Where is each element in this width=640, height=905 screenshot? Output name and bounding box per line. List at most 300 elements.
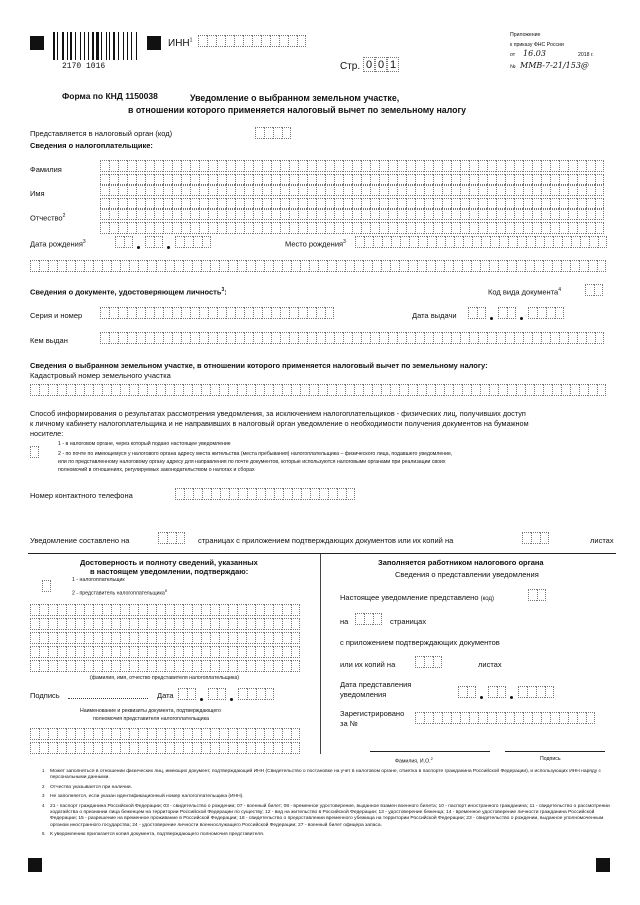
- input-cell: [273, 632, 282, 644]
- input-cell: [271, 307, 280, 319]
- input-cell: [388, 184, 397, 196]
- id-doc-code-field[interactable]: [585, 284, 603, 296]
- input-cell: [208, 208, 217, 220]
- input-cell: [433, 184, 442, 196]
- input-cell: [525, 260, 534, 272]
- input-cell: [426, 260, 435, 272]
- input-cell: [316, 222, 325, 234]
- input-cell: [343, 184, 352, 196]
- input-cell: [424, 160, 433, 172]
- input-cell: [598, 236, 607, 248]
- registration-mark-top-mid: [147, 36, 161, 50]
- input-cell: [207, 35, 216, 47]
- taxpayer-info-heading: Сведения о налогоплательщике:: [30, 141, 153, 150]
- input-cell: [507, 307, 516, 319]
- representative-fio-row-5[interactable]: [30, 660, 300, 672]
- input-cell: [469, 222, 478, 234]
- input-cell: [496, 332, 505, 344]
- representative-fio-row-1[interactable]: [30, 604, 300, 616]
- issued-by-field[interactable]: [100, 332, 604, 344]
- input-cell: [373, 236, 382, 248]
- input-cell: [261, 35, 270, 47]
- birth-place-label: Место рождения$^3$: [285, 239, 346, 249]
- sheets-label: листах: [590, 536, 614, 545]
- representative-doc-row-1[interactable]: [30, 728, 300, 740]
- input-cell: [280, 307, 289, 319]
- page-label: Стр.: [340, 61, 361, 72]
- input-cell: [48, 646, 57, 658]
- input-cell: [273, 728, 282, 740]
- pres-month[interactable]: [488, 686, 506, 698]
- input-cell: [453, 260, 462, 272]
- input-cell: [235, 307, 244, 319]
- issue-year[interactable]: [528, 307, 564, 319]
- tax-office-label: Представляется в налоговый орган (код): [30, 129, 173, 138]
- input-cell: [379, 160, 388, 172]
- input-cell: [265, 488, 274, 500]
- input-cell: [237, 646, 246, 658]
- input-cell: [379, 222, 388, 234]
- input-cell: [487, 332, 496, 344]
- officer-sheets-field[interactable]: [415, 656, 442, 668]
- input-cell: [84, 646, 93, 658]
- series-label: Серия и номер: [30, 311, 83, 320]
- input-cell: [156, 604, 165, 616]
- input-cell: [193, 488, 202, 500]
- officer-signature-caption: Подпись: [540, 756, 561, 762]
- input-cell: [433, 160, 442, 172]
- birth-day[interactable]: [115, 236, 133, 248]
- barcode-bar: [103, 32, 105, 60]
- input-cell: [546, 307, 555, 319]
- tax-office-code[interactable]: [255, 127, 291, 139]
- input-cell: [30, 728, 39, 740]
- input-cell: [531, 532, 540, 544]
- input-cell: [445, 236, 454, 248]
- pres-year[interactable]: [518, 686, 554, 698]
- input-cell: [255, 618, 264, 630]
- input-cell: [228, 384, 237, 396]
- input-cell: [568, 712, 577, 724]
- input-cell: [102, 646, 111, 658]
- input-cell: [244, 208, 253, 220]
- input-cell: [522, 532, 531, 544]
- input-cell: [264, 384, 273, 396]
- input-cell: [550, 332, 559, 344]
- input-cell: [178, 688, 187, 700]
- input-cell: [66, 742, 75, 754]
- input-cell: [289, 184, 298, 196]
- input-cell: [145, 236, 154, 248]
- input-cell: [220, 488, 229, 500]
- input-cell: [102, 632, 111, 644]
- input-cell: [246, 618, 255, 630]
- input-cell: [136, 184, 145, 196]
- input-cell: [226, 332, 235, 344]
- phone-label: Номер контактного телефона: [30, 491, 133, 500]
- input-cell: [435, 384, 444, 396]
- input-cell: [147, 646, 156, 658]
- input-cell: [458, 686, 467, 698]
- input-cell: [597, 384, 606, 396]
- input-cell: [201, 728, 210, 740]
- input-cell: [487, 712, 496, 724]
- input-cell: [487, 160, 496, 172]
- input-cell: [545, 686, 554, 698]
- representative-fio-row-4[interactable]: [30, 646, 300, 658]
- input-cell: [256, 488, 265, 500]
- input-cell: [289, 332, 298, 344]
- input-cell: [316, 208, 325, 220]
- input-cell: [154, 208, 163, 220]
- input-cell: [156, 618, 165, 630]
- input-cell: [181, 160, 190, 172]
- signature-label: Подпись: [30, 691, 60, 700]
- input-cell: [577, 222, 586, 234]
- input-cell: [201, 660, 210, 672]
- input-cell: [379, 184, 388, 196]
- footnote-5: 5 К уведомлению прилагается копия документа, подтверждающего полномочия представителя.: [42, 831, 265, 837]
- barcode-bar: [118, 32, 119, 60]
- input-cell: [424, 184, 433, 196]
- input-cell: [208, 307, 217, 319]
- input-cell: [370, 222, 379, 234]
- input-cell: [156, 384, 165, 396]
- sign-year[interactable]: [238, 688, 274, 700]
- input-cell: [201, 646, 210, 658]
- input-cell: [541, 222, 550, 234]
- input-cell: [136, 208, 145, 220]
- inn-field[interactable]: [198, 35, 306, 47]
- input-cell: [318, 260, 327, 272]
- input-cell: [237, 728, 246, 740]
- input-cell: [93, 260, 102, 272]
- input-cell: [192, 604, 201, 616]
- issued-by-label: Кем выдан: [30, 336, 68, 345]
- input-cell: [75, 660, 84, 672]
- input-cell: [57, 742, 66, 754]
- input-cell: [66, 384, 75, 396]
- input-cell: [424, 332, 433, 344]
- input-cell: [192, 384, 201, 396]
- input-cell: [345, 260, 354, 272]
- input-cell: [127, 208, 136, 220]
- input-cell: [118, 307, 127, 319]
- input-cell: [136, 160, 145, 172]
- input-cell: [289, 222, 298, 234]
- barcode-bar: [100, 32, 101, 60]
- date-presented-label-1: Дата представления: [340, 680, 412, 689]
- birth-year[interactable]: [175, 236, 211, 248]
- issue-day[interactable]: [468, 307, 486, 319]
- input-cell: [550, 222, 559, 234]
- input-cell: [118, 208, 127, 220]
- barcode-bar: [101, 32, 102, 60]
- input-cell: [93, 728, 102, 740]
- input-cell: [382, 236, 391, 248]
- input-cell: [127, 307, 136, 319]
- input-cell: [442, 222, 451, 234]
- input-cell: [364, 613, 373, 625]
- confirm-option-1: 1 - налогоплательщик: [72, 577, 125, 583]
- input-cell: [469, 208, 478, 220]
- inform-method-checkbox[interactable]: [30, 446, 39, 458]
- input-cell: [586, 160, 595, 172]
- input-cell: [496, 184, 505, 196]
- input-cell: [198, 35, 207, 47]
- input-cell: [39, 632, 48, 644]
- input-cell: [57, 632, 66, 644]
- input-cell: [319, 488, 328, 500]
- pres-day[interactable]: [458, 686, 476, 698]
- patronymic-field-row-1[interactable]: [100, 208, 604, 220]
- input-cell: [127, 184, 136, 196]
- confirm-role-checkbox[interactable]: [42, 580, 51, 592]
- input-cell: [136, 222, 145, 234]
- input-cell: [552, 384, 561, 396]
- input-cell: [219, 646, 228, 658]
- input-cell: [255, 260, 264, 272]
- input-cell: [588, 384, 597, 396]
- input-cell: [156, 728, 165, 740]
- tax-officer-heading: Заполняется работником налогового органа: [378, 558, 544, 567]
- input-cell: [109, 208, 118, 220]
- input-cell: [39, 728, 48, 740]
- appendix-year: 2018 г.: [578, 52, 594, 58]
- officer-signature-line: [505, 751, 605, 752]
- input-cell: [48, 742, 57, 754]
- input-cell: [280, 222, 289, 234]
- input-cell: [559, 332, 568, 344]
- input-cell: [57, 604, 66, 616]
- input-cell: [255, 604, 264, 616]
- input-cell: [390, 384, 399, 396]
- input-cell: [541, 208, 550, 220]
- input-cell: [243, 35, 252, 47]
- footnote-2: 2 Отчество указывается при наличии.: [42, 783, 133, 790]
- input-cell: [291, 618, 300, 630]
- input-cell: [363, 384, 372, 396]
- input-cell: [111, 742, 120, 754]
- form-code: Форма по КНД 1150038: [62, 91, 158, 101]
- input-cell: [252, 35, 261, 47]
- input-cell: [352, 208, 361, 220]
- input-cell: [370, 208, 379, 220]
- input-cell: [316, 184, 325, 196]
- barcode-bar: [92, 32, 94, 60]
- input-cell: [84, 260, 93, 272]
- input-cell: [433, 208, 442, 220]
- input-cell: [210, 660, 219, 672]
- input-cell: [273, 660, 282, 672]
- officer-pages-field[interactable]: [355, 613, 382, 625]
- input-cell: [100, 222, 109, 234]
- input-cell: [237, 660, 246, 672]
- barcode-bar: [77, 32, 79, 60]
- sign-month[interactable]: [208, 688, 226, 700]
- input-cell: [30, 604, 39, 616]
- input-cell: [138, 260, 147, 272]
- input-cell: [39, 618, 48, 630]
- input-cell: [579, 384, 588, 396]
- input-cell: [228, 660, 237, 672]
- input-cell: [174, 646, 183, 658]
- input-cell: [532, 184, 541, 196]
- input-cell: [550, 208, 559, 220]
- representative-fio-row-3[interactable]: [30, 632, 300, 644]
- input-cell: [514, 222, 523, 234]
- input-cell: [280, 184, 289, 196]
- input-cell: [174, 604, 183, 616]
- phone-field[interactable]: [175, 488, 355, 500]
- input-cell: [469, 712, 478, 724]
- barcode-bar: [116, 32, 117, 60]
- birth-date-label: Дата рождения$^3$: [30, 239, 86, 249]
- page-number-field[interactable]: [363, 57, 399, 72]
- name-field-row-1[interactable]: [100, 184, 604, 196]
- barcode-bar: [123, 32, 125, 60]
- input-cell: [415, 656, 424, 668]
- input-cell: [478, 160, 487, 172]
- input-cell: [66, 646, 75, 658]
- input-cell: [84, 632, 93, 644]
- input-cell: [147, 618, 156, 630]
- input-cell: [75, 604, 84, 616]
- input-cell: [370, 332, 379, 344]
- input-cell: [540, 532, 549, 544]
- input-cell: [109, 184, 118, 196]
- composed-pages-field[interactable]: [158, 532, 185, 544]
- input-cell: [468, 307, 477, 319]
- input-cell: [298, 222, 307, 234]
- input-cell: [282, 260, 291, 272]
- input-cell: [514, 208, 523, 220]
- input-cell: [460, 222, 469, 234]
- input-cell: [129, 618, 138, 630]
- with-docs-label: с приложением подтверждающих документов: [340, 638, 500, 647]
- patronymic-field-row-2[interactable]: [100, 222, 604, 234]
- input-cell: [201, 384, 210, 396]
- input-cell: [244, 307, 253, 319]
- page-digit: 0: [375, 57, 387, 72]
- input-cell: [84, 604, 93, 616]
- input-cell: [300, 384, 309, 396]
- input-cell: [498, 260, 507, 272]
- input-cell: [595, 208, 604, 220]
- input-cell: [544, 236, 553, 248]
- input-cell: [174, 384, 183, 396]
- surname-field-row-1[interactable]: [100, 160, 604, 172]
- input-cell: [253, 332, 262, 344]
- input-cell: [291, 728, 300, 740]
- input-cell: [184, 488, 193, 500]
- input-cell: [289, 307, 298, 319]
- input-cell: [66, 660, 75, 672]
- input-cell: [181, 208, 190, 220]
- input-cell: [199, 208, 208, 220]
- input-cell: [175, 236, 184, 248]
- input-cell: [219, 604, 228, 616]
- input-cell: [481, 236, 490, 248]
- representative-fio-row-2[interactable]: [30, 618, 300, 630]
- input-cell: [217, 307, 226, 319]
- sheets-count-field[interactable]: [522, 532, 549, 544]
- input-cell: [372, 260, 381, 272]
- input-cell: [388, 332, 397, 344]
- input-cell: [532, 222, 541, 234]
- input-cell: [163, 184, 172, 196]
- input-cell: [436, 236, 445, 248]
- input-cell: [181, 307, 190, 319]
- input-cell: [307, 222, 316, 234]
- inform-method-line-2: к личному кабинету налогоплательщика и не направивших в налоговый орган уведомление о необходимости получения документов на бумажном: [30, 419, 529, 428]
- input-cell: [48, 632, 57, 644]
- input-cell: [237, 632, 246, 644]
- input-cell: [442, 208, 451, 220]
- input-cell: [93, 660, 102, 672]
- input-cell: [48, 604, 57, 616]
- input-cell: [442, 332, 451, 344]
- issue-month[interactable]: [498, 307, 516, 319]
- input-cell: [228, 260, 237, 272]
- input-cell: [30, 632, 39, 644]
- input-cell: [415, 222, 424, 234]
- input-cell: [352, 160, 361, 172]
- appendix-handwritten-date: 16.03: [523, 49, 546, 58]
- input-cell: [253, 160, 262, 172]
- on-label: на: [340, 617, 349, 626]
- input-cell: [30, 260, 39, 272]
- input-cell: [370, 184, 379, 196]
- barcode-bar: [125, 32, 126, 60]
- input-cell: [219, 384, 228, 396]
- representative-doc-row-2[interactable]: [30, 742, 300, 754]
- input-cell: [418, 236, 427, 248]
- barcode-bar: [56, 32, 57, 60]
- input-cell: [480, 260, 489, 272]
- input-cell: [235, 160, 244, 172]
- input-cell: [397, 160, 406, 172]
- input-cell: [183, 660, 192, 672]
- input-cell: [255, 632, 264, 644]
- input-cell: [487, 222, 496, 234]
- input-cell: [568, 160, 577, 172]
- inform-option-2-line-3: полномочий в отношениях, регулируемых законодательством о налогах и сборах: [58, 467, 255, 473]
- cadastral-field[interactable]: [30, 384, 606, 396]
- birth-place-field-row-2[interactable]: [30, 260, 606, 272]
- input-cell: [145, 160, 154, 172]
- input-cell: [453, 384, 462, 396]
- input-cell: [138, 646, 147, 658]
- birth-month[interactable]: [145, 236, 163, 248]
- input-cell: [192, 742, 201, 754]
- input-cell: [325, 184, 334, 196]
- registration-number-field[interactable]: [415, 712, 595, 724]
- input-cell: [451, 208, 460, 220]
- input-cell: [273, 127, 282, 139]
- input-cell: [363, 260, 372, 272]
- input-cell: [39, 604, 48, 616]
- input-cell: [30, 660, 39, 672]
- barcode-bar: [73, 32, 75, 60]
- input-cell: [271, 208, 280, 220]
- series-field[interactable]: [100, 307, 334, 319]
- birth-place-field-row-1[interactable]: [355, 236, 607, 248]
- presented-code-field[interactable]: [528, 589, 546, 601]
- input-cell: [388, 222, 397, 234]
- sign-day[interactable]: [178, 688, 196, 700]
- input-cell: [75, 632, 84, 644]
